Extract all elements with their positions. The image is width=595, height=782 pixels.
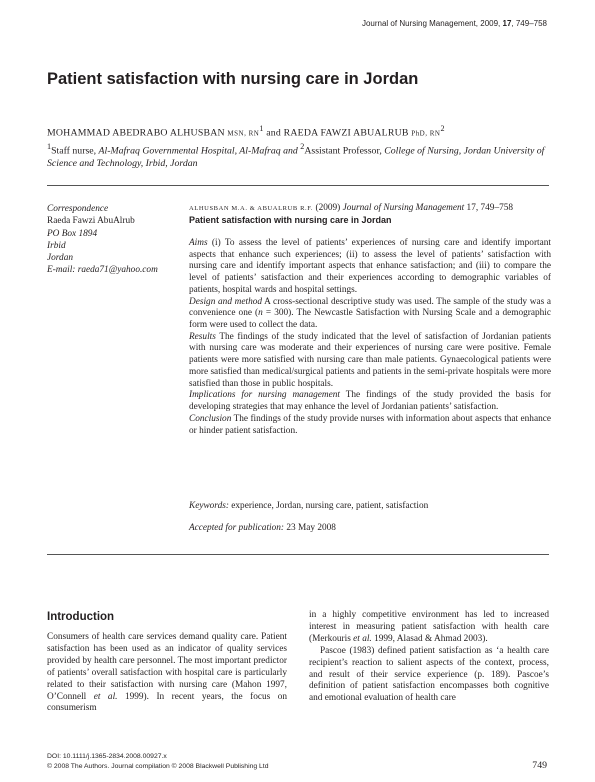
implications-label: Implications for nursing management: [189, 390, 340, 401]
affil-1-role: Staff nurse,: [51, 145, 99, 157]
affil-1-institution: Al-Mafraq Governmental Hospital, Al-Mafraq and: [98, 145, 301, 157]
citation-authors: ALHUSBAN M.A. & ABUALRUB R.F.: [189, 205, 314, 212]
affil-1-sup: 1: [47, 142, 52, 151]
affil-2-institution: College of Nursing, Jordan University of Science and Technology, Irbid, Jordan: [47, 145, 545, 170]
aims-label: Aims: [189, 238, 208, 248]
conclusion-text: The findings of the study provide nurses with information about aspects that enhance or hinder patient satisfaction.: [189, 413, 551, 436]
abstract-aims: [189, 238, 551, 297]
citation-year: (2009): [313, 203, 343, 213]
aims-text: (i) To assess the level of patients’ experiences of nursing care and identify important aspects that enhance such experiences; (ii) to assess the level of patients’ satisfaction with nursing care and identify important aspects that enhance satisfaction; and (iii) to compare the level of patients’ satisfaction and their experiences according to demographic variables of patients, hospital wards and hospital settings.: [189, 238, 551, 295]
journal-ref-prefix: Journal of Nursing Management, 2009,: [361, 19, 503, 28]
citation-pages: , 749–758: [475, 203, 514, 213]
footer-doi: DOI: 10.1111/j.1365-2834.2008.00927.x: [47, 753, 167, 760]
bottom-rule: [47, 554, 549, 555]
top-rule: [47, 185, 549, 186]
citation-journal: Journal of Nursing Management: [342, 203, 465, 213]
author-1-degrees: MSN, RN: [227, 129, 260, 138]
abstract-implications: [189, 390, 551, 413]
design-text-b: = 300). The Newcastle Satisfaction with Nursing Scale and a demographic form were used to collect the data.: [189, 308, 551, 331]
footer-copyright: © 2008 The Authors. Journal compilation © 2008 Blackwell Publishing Ltd: [47, 762, 269, 770]
footer-info: [47, 752, 268, 771]
intro-p1-etal: et al.: [93, 691, 118, 702]
article-title: Patient satisfaction with nursing care in Jordan: [47, 70, 419, 88]
intro-column-right: [309, 610, 549, 705]
abstract-conclusion: [189, 414, 551, 437]
correspondence-city: Irbid: [47, 240, 66, 251]
intro-p2-text-a: in a highly competitive environment has led to increased interest in measuring patient satisfaction with health care (Merkouris: [309, 610, 549, 644]
intro-column-left: [47, 632, 287, 715]
affil-2-sup: 2: [300, 142, 305, 151]
correspondence-country: Jordan: [47, 253, 73, 264]
author-2-degrees: PhD, RN: [411, 129, 441, 138]
intro-p1-text-b: 1999). In recent years, the focus on consumerism: [47, 691, 288, 714]
author-1-sup: 1: [259, 124, 264, 133]
correspondence-name: Raeda Fawzi AbuAlrub: [47, 216, 135, 227]
abstract-design: [189, 297, 551, 332]
intro-paragraph-2: [309, 610, 549, 646]
author-line: [47, 124, 445, 138]
affil-2-role: Assistant Professor,: [304, 145, 385, 157]
conclusion-label: Conclusion: [189, 413, 232, 424]
intro-p2-etal: et al.: [353, 633, 372, 644]
accepted-date-value: 23 May 2008: [284, 523, 336, 533]
intro-paragraph-1: [47, 632, 287, 715]
accepted-label: Accepted for publication:: [189, 523, 285, 533]
keywords-text: experience, Jordan, nursing care, patient, satisfaction: [228, 501, 429, 511]
citation-volume: 17: [464, 203, 476, 213]
author-2-name: RAEDA FAWZI ABUALRUB: [283, 127, 409, 139]
accepted-date: [189, 523, 336, 533]
design-label: Design and method: [189, 296, 263, 307]
affiliations: [47, 140, 552, 170]
results-text: The findings of the study indicated that the level of satisfaction of Jordanian patients with nursing care was moderate and their experiences of nursing care were positive. Female patients were more satisfied with nursing care than male patients. Gynaecological patients were more satisfied than medical/surgical patients and patients in the semi-private hospitals were more satisfied than those in public hospitals.: [189, 331, 551, 389]
intro-p1-text-a: Consumers of health care services demand quality care. Patient satisfaction has been used as an indicator of quality services provided by health care personnel. The most important predictor of patients’ overall satisfaction with hospital care is particularly related to their satisfaction with nursing care (Mahon 1997, O’Connell: [47, 632, 287, 702]
implications-text: The findings of the study provided the basis for developing strategies that may enhance the level of Jordanian patients’ satisfaction.: [189, 390, 551, 413]
abstract: [189, 238, 551, 437]
page-number: 749: [532, 760, 547, 771]
correspondence-email: E-mail: raeda71@yahoo.com: [47, 265, 158, 276]
abstract-title: Patient satisfaction with nursing care in Jordan: [189, 215, 392, 225]
design-text-a: A cross-sectional descriptive study was used. The sample of the study was a convenience one (: [189, 296, 551, 319]
citation-line: [189, 203, 513, 213]
keywords: [189, 501, 428, 511]
journal-ref-suffix: , 749–758: [511, 19, 547, 28]
keywords-label: Keywords:: [189, 501, 229, 511]
journal-ref-volume: 17: [502, 19, 512, 28]
abstract-results: [189, 332, 551, 391]
correspondence-pobox: PO Box 1894: [47, 228, 98, 239]
author-conjunction: and: [263, 127, 284, 139]
correspondence-block: [47, 203, 158, 277]
author-2-sup: 2: [440, 124, 445, 133]
author-1-name: MOHAMMAD ABEDRABO ALHUSBAN: [47, 127, 225, 139]
correspondence-heading: Correspondence: [47, 204, 109, 214]
intro-p2-text-b: 1999, Alasad & Ahmad 2003).: [371, 633, 488, 644]
introduction-heading: Introduction: [47, 611, 115, 623]
journal-reference: [362, 19, 547, 28]
results-label: Results: [189, 331, 216, 342]
intro-paragraph-3: Pascoe (1983) defined patient satisfaction as ‘a health care recipient’s reaction to salient aspects of the context, process, and result of their service experience (p. 189). Pascoe’s definition of patient satisfaction encompasses both cognitive and emotional evaluation of health care: [309, 645, 549, 704]
design-n: n: [258, 308, 263, 319]
